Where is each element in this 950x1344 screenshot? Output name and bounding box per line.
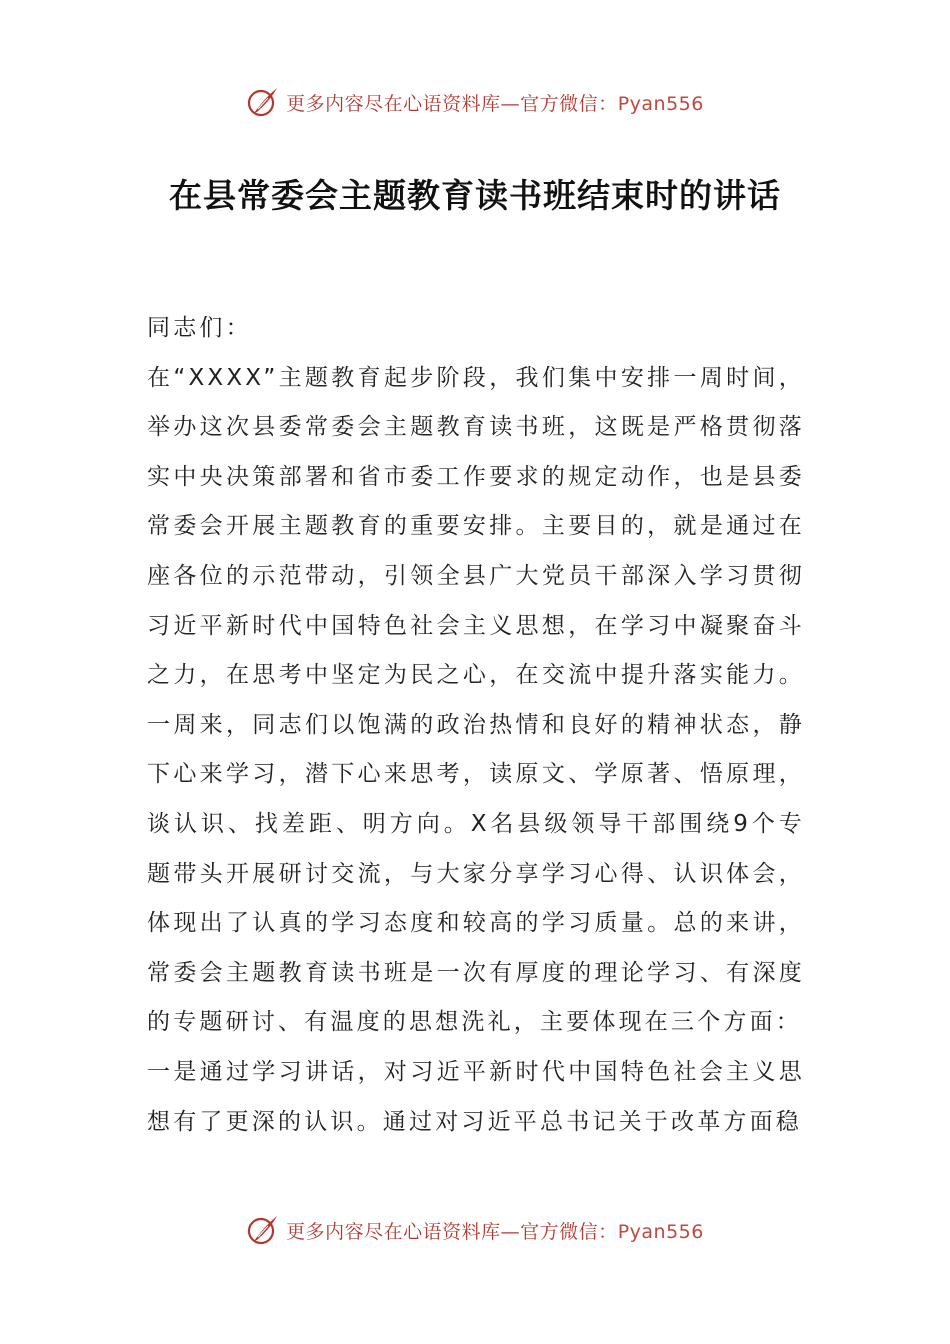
- banner-text: [286, 89, 704, 116]
- banner-main-text: 更多内容尽在心语资料库: [286, 1220, 501, 1243]
- document-body: [147, 304, 805, 1147]
- quill-pen-logo-icon: [246, 85, 280, 119]
- quill-pen-logo-icon: [246, 1213, 280, 1247]
- banner-suffix: 官方微信：: [520, 1220, 618, 1243]
- footer-banner: [0, 1210, 950, 1250]
- paragraph-1: 在“XXXX”主题教育起步阶段，我们集中安排一周时间，举办这次县委常委会主题教育读书班，这既是严格贯彻落实中央决策部署和省市委工作要求的规定动作，也是县委常委会开展主题教育的重要安排。主要目的，就是通过在座各位的示范带动，引领全县广大党员干部深入学习贯彻习近平新时代中国特色社会主义思想，在学习中凝聚奋斗之力，在思考中坚定为民之心，在交流中提升落实能力。一周来，同志们以饱满的政治热情和良好的精神状态，静下心来学习，潜下心来思考，读原文、学原著、悟原理，谈认识、找差距、明方向。X名县级领导干部围绕9个专题带头开展研讨交流，与大家分享学习心得、认识体会，体现出了认真的学习态度和较高的学习质量。总的来讲，常委会主题教育读书班是一次有厚度的理论学习、有深度的专题研讨、有温度的思想洗礼，主要体现在三个方面：: [147, 364, 805, 1036]
- banner-text: [286, 1217, 704, 1244]
- banner-handle: Pyan556: [617, 1220, 704, 1243]
- document-title: 在县常委会主题教育读书班结束时的讲话: [169, 176, 781, 215]
- banner-main-text: 更多内容尽在心语资料库: [286, 92, 501, 115]
- banner-dash: —: [500, 92, 521, 115]
- salutation: 同志们：: [147, 315, 252, 341]
- banner-dash: —: [500, 1220, 521, 1243]
- banner-handle: Pyan556: [617, 92, 704, 115]
- header-banner: [0, 82, 950, 122]
- banner-suffix: 官方微信：: [520, 92, 618, 115]
- paragraph-2: 一是通过学习讲话，对习近平新时代中国特色社会主义思想有了更深的认识。通过对习近平总书记关于改革方面稳: [147, 1058, 805, 1135]
